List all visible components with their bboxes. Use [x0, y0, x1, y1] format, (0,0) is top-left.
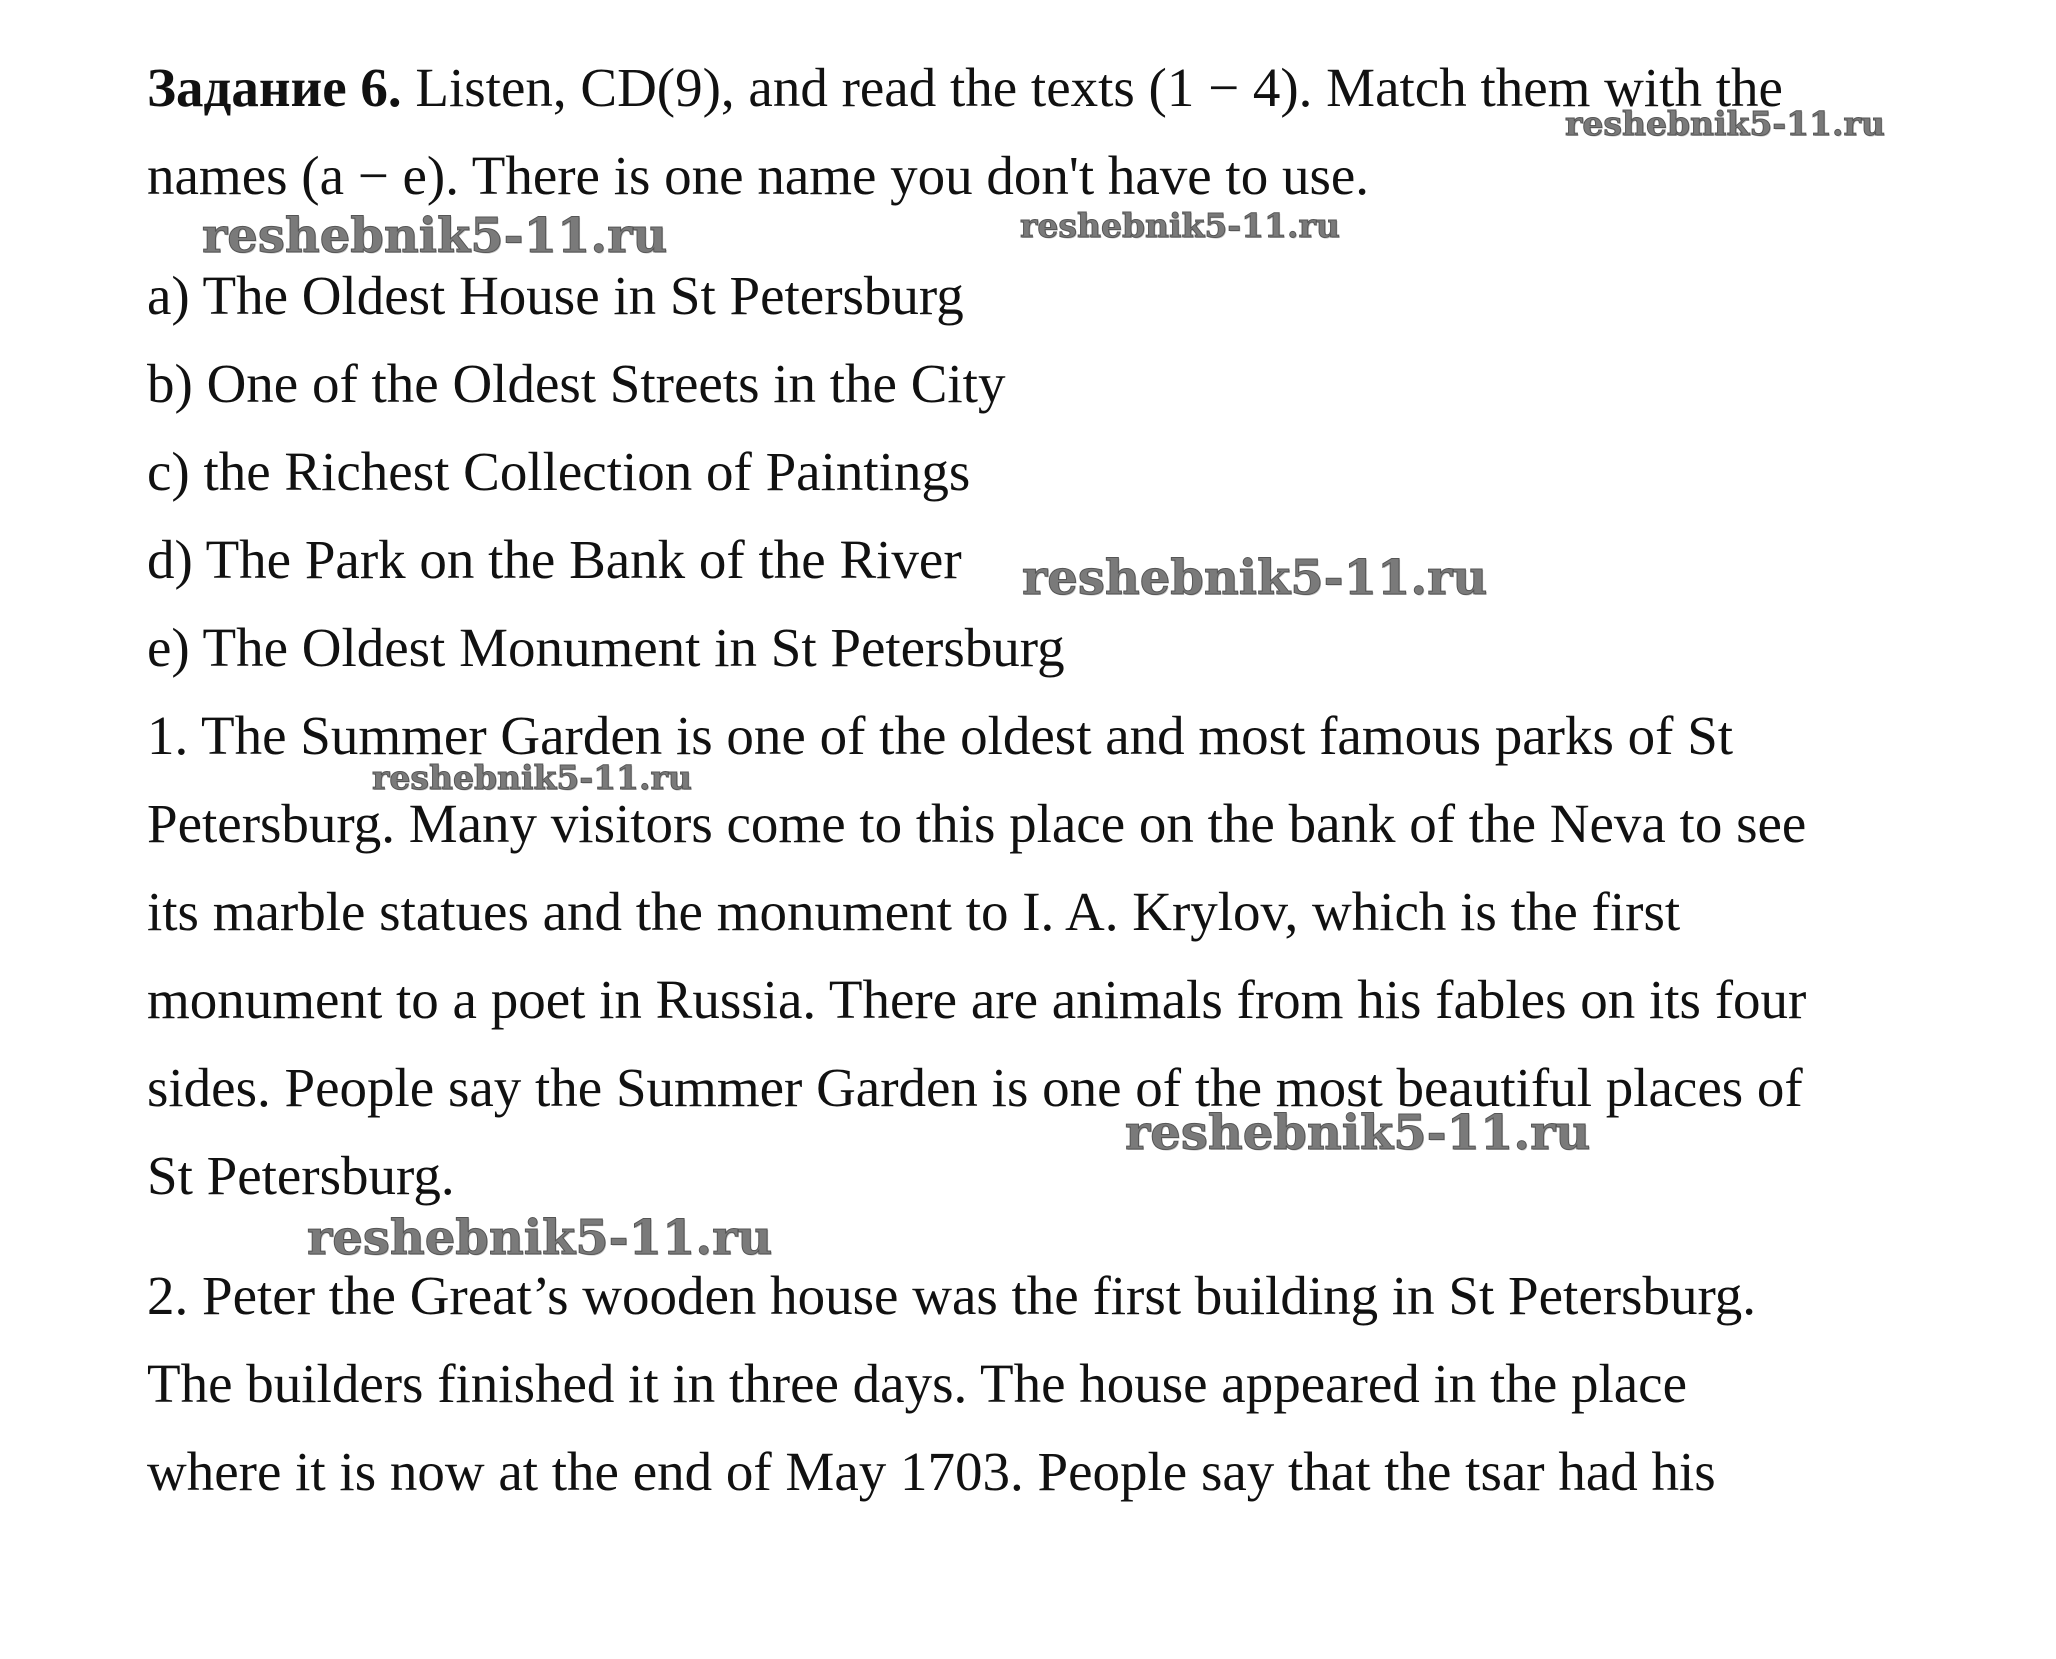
text1-line: St Petersburg. [147, 1145, 455, 1206]
option-e: e) The Oldest Monument in St Petersburg [147, 617, 1065, 678]
spacer [147, 1220, 1937, 1252]
watermark: reshebnik5-11.ru [1022, 550, 1488, 606]
task-label: Задание 6. [147, 57, 402, 118]
spacer [147, 220, 1937, 252]
text1-line: 1. The Summer Garden is one of the oldest and most famous parks of St [147, 705, 1734, 766]
text2-line: The builders finished it in three days. The house appeared in the place [147, 1353, 1687, 1414]
watermark: reshebnik5-11.ru [1125, 1105, 1591, 1161]
option-a: a) The Oldest House in St Petersburg [147, 265, 964, 326]
option-d: d) The Park on the Bank of the River [147, 529, 962, 590]
text1-line: Petersburg. Many visitors come to this place on the bank of the Neva to see [147, 793, 1807, 854]
task-instruction-text: Listen, CD(9), and read the texts (1 − 4). Match them with the [401, 57, 1783, 118]
watermark: reshebnik5-11.ru [202, 208, 668, 264]
watermark: reshebnik5-11.ru [1565, 104, 1885, 143]
document-page [147, 44, 1937, 1516]
text1-line: its marble statues and the monument to I. A. Krylov, which is the first [147, 881, 1681, 942]
watermark: reshebnik5-11.ru [372, 758, 692, 797]
watermark: reshebnik5-11.ru [307, 1210, 773, 1266]
text2-line: where it is now at the end of May 1703. People say that the tsar had his [147, 1441, 1716, 1502]
option-b: b) One of the Oldest Streets in the City [147, 353, 1006, 414]
text2-line: 2. Peter the Great’s wooden house was the first building in St Petersburg. [147, 1265, 1757, 1326]
watermark: reshebnik5-11.ru [1020, 206, 1340, 245]
text1-line: monument to a poet in Russia. There are animals from his fables on its four [147, 969, 1807, 1030]
task-instruction-line-2: names (a − e). There is one name you don't have to use. [147, 145, 1370, 206]
text1-line: sides. People say the Summer Garden is one of the most beautiful places of [147, 1057, 1803, 1118]
task-instruction-line-1 [147, 44, 1937, 132]
option-c: c) the Richest Collection of Paintings [147, 441, 971, 502]
